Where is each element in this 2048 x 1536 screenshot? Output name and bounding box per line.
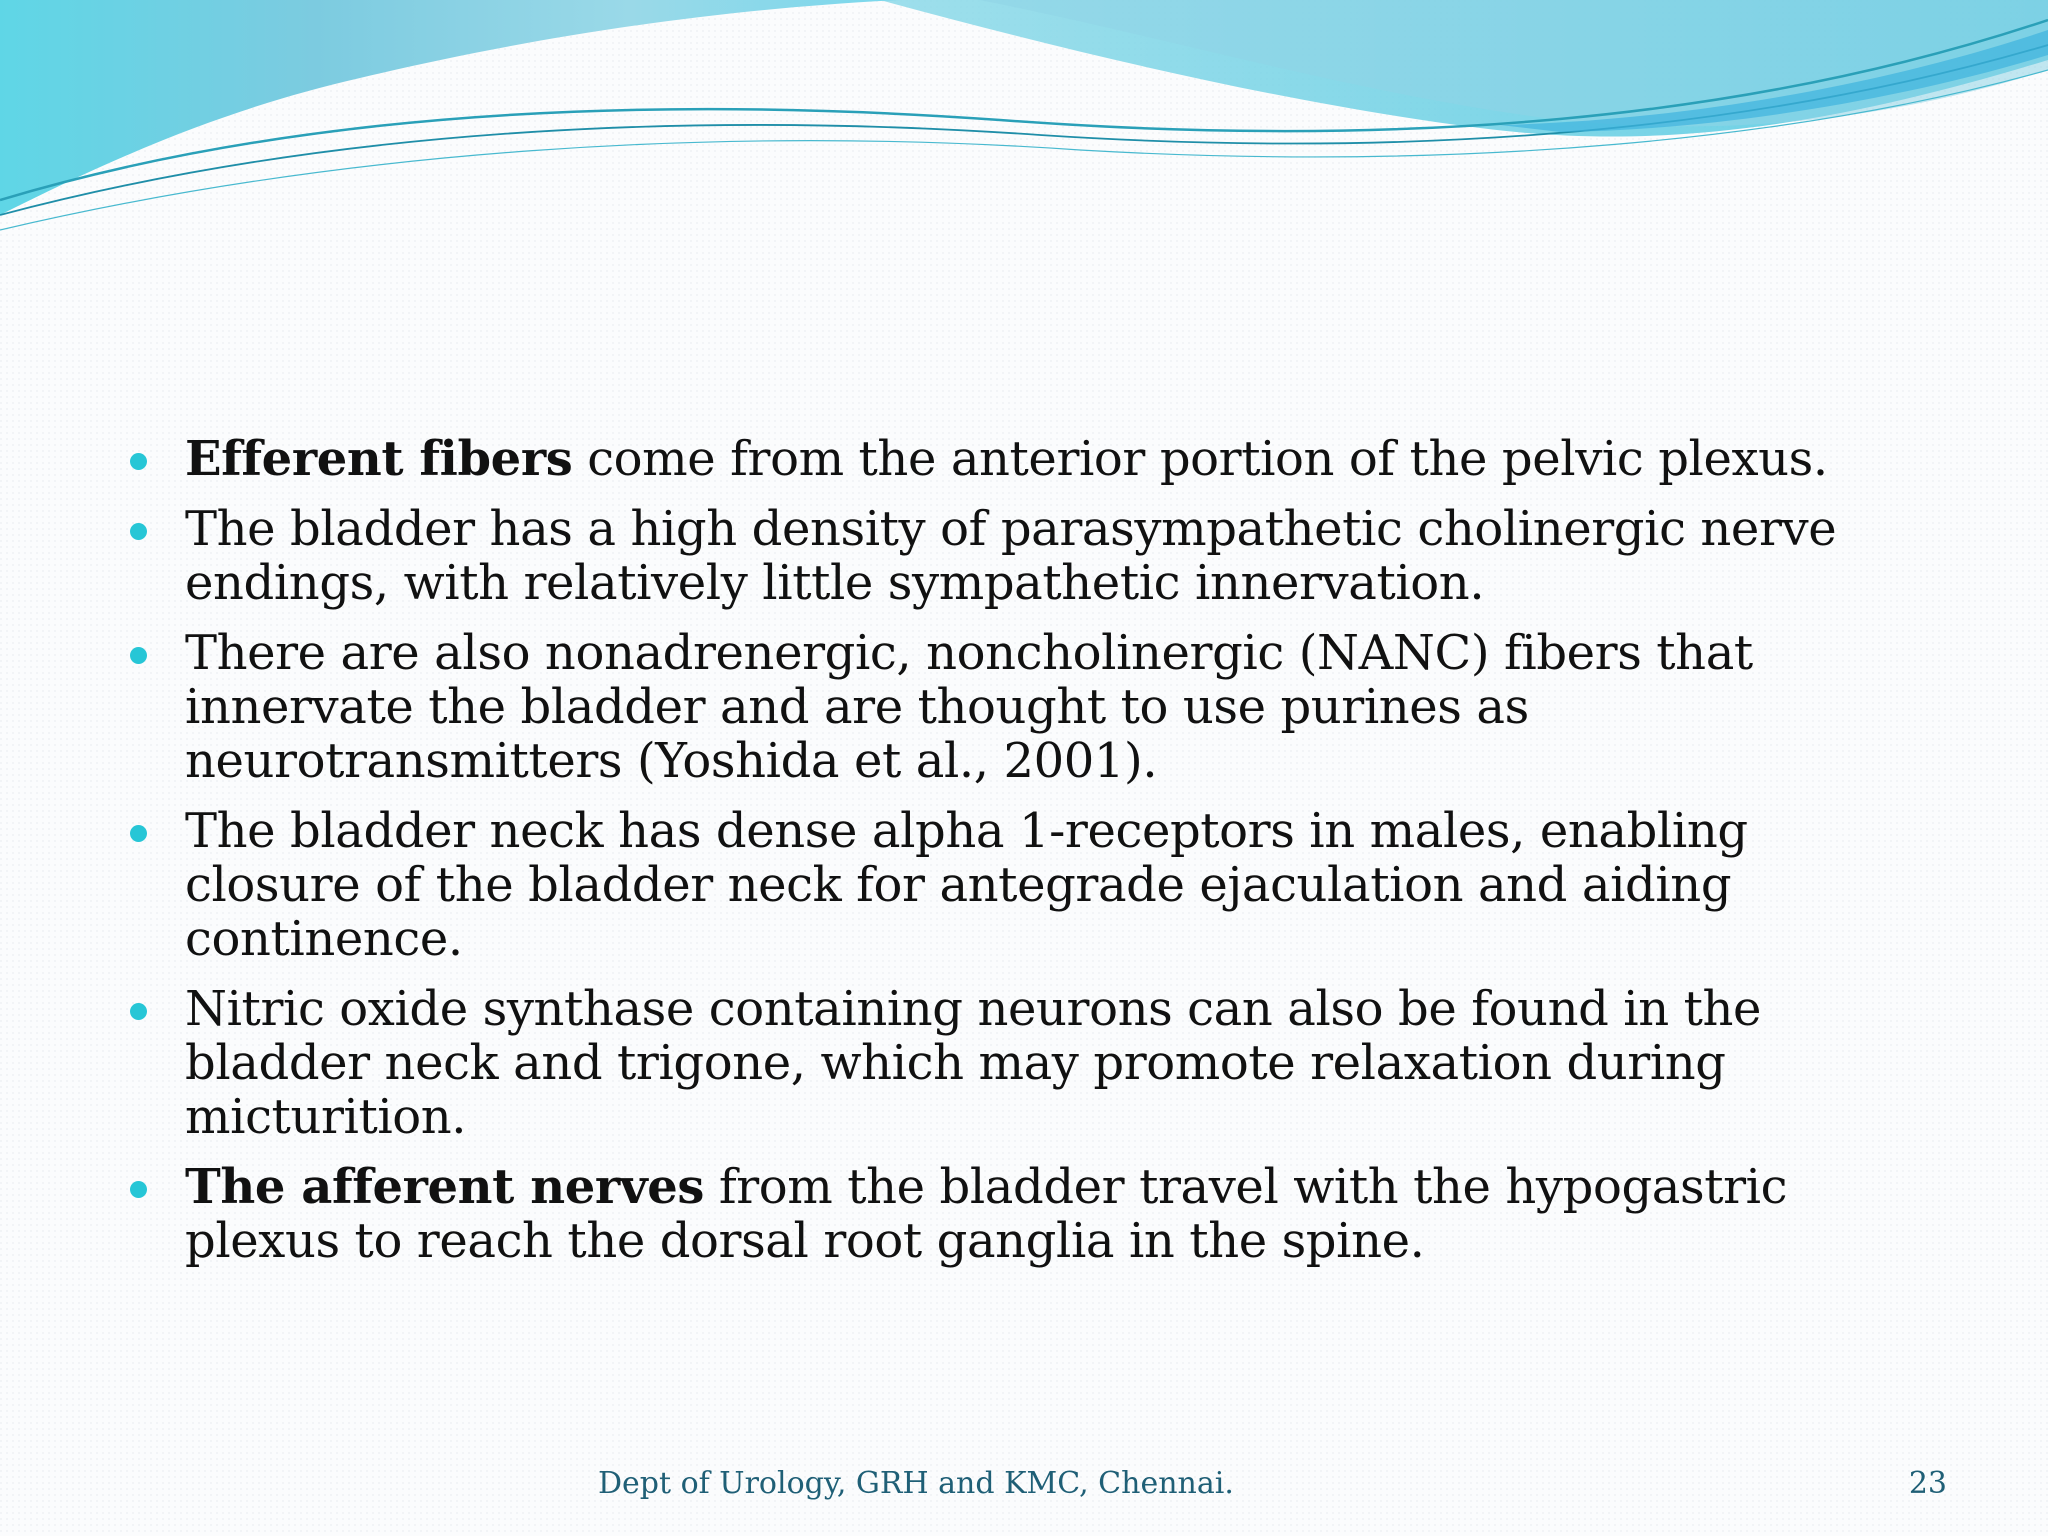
slide-body — [130, 432, 1890, 1284]
bullet-text: There are also nonadrenergic, noncholinergic (NANC) fibers that innervate the bladder and are thought to use purines as neurotransmitters (Yoshida et al., 2001). — [185, 625, 1753, 789]
bullet-icon — [130, 647, 147, 664]
bullet-item — [130, 1160, 1890, 1268]
bullet-icon — [130, 523, 147, 540]
bullet-icon — [130, 453, 147, 470]
bullet-item — [130, 804, 1890, 966]
bullet-text: come from the anterior portion of the pelvic plexus. — [572, 431, 1828, 487]
bullet-text: Nitric oxide synthase containing neurons can also be found in the bladder neck and trigone, which may promote relaxation during micturition. — [185, 981, 1762, 1145]
bullet-list — [130, 432, 1890, 1268]
bullet-bold-text: The afferent nerves — [185, 1159, 704, 1215]
bullet-icon — [130, 1003, 147, 1020]
bullet-text: The bladder neck has dense alpha 1-receptors in males, enabling closure of the bladder neck for antegrade ejaculation and aiding continence. — [185, 803, 1748, 967]
slide-number: 23 — [1908, 1466, 1947, 1501]
bullet-icon — [130, 1181, 147, 1198]
header-wave-decoration — [0, 0, 2048, 240]
bullet-bold-text: Efferent fibers — [185, 431, 573, 487]
bullet-icon — [130, 825, 147, 842]
bullet-item — [130, 982, 1890, 1144]
slide-footer: Dept of Urology, GRH and KMC, Chennai. — [598, 1466, 1234, 1501]
bullet-item — [130, 502, 1890, 610]
bullet-text: The bladder has a high density of parasympathetic cholinergic nerve endings, with relatively little sympathetic innervation. — [185, 501, 1837, 611]
bullet-item — [130, 626, 1890, 788]
bullet-text: from the bladder travel with the hypogastric plexus to reach the dorsal root ganglia in the spine. — [185, 1159, 1788, 1269]
bullet-item — [130, 432, 1890, 486]
